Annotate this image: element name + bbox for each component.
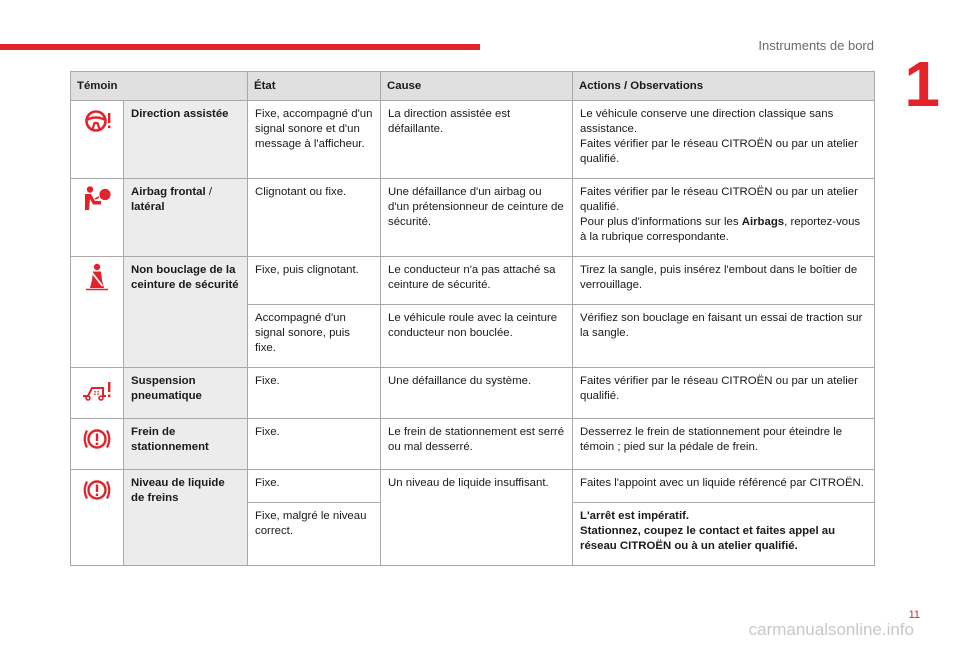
table-row bbox=[71, 257, 875, 305]
header-etat: État bbox=[248, 72, 381, 101]
row-etat: Fixe. bbox=[248, 470, 381, 503]
chapter-number: 1 bbox=[904, 48, 940, 120]
row-name: Frein de stationnement bbox=[124, 419, 248, 470]
table-row bbox=[71, 419, 875, 470]
table-row bbox=[71, 368, 875, 419]
warning-lights-table bbox=[70, 71, 875, 566]
row-name: Airbag frontal / latéral bbox=[124, 179, 248, 257]
row-name: Direction assistée bbox=[124, 101, 248, 179]
row-actions: Vérifiez son bouclage en faisant un essai de traction sur la sangle. bbox=[573, 305, 875, 368]
row-cause: Le véhicule roule avec la ceinture conducteur non bouclée. bbox=[381, 305, 573, 368]
row-etat: Accompagné d'un signal sonore, puis fixe. bbox=[248, 305, 381, 368]
table-row bbox=[71, 101, 875, 179]
row-cause: Un niveau de liquide insuffisant. bbox=[381, 470, 573, 566]
header-cause: Cause bbox=[381, 72, 573, 101]
row-name: Niveau de liquide de freins bbox=[124, 470, 248, 566]
row-actions: L'arrêt est impératif. Stationnez, coupez le contact et faites appel au réseau CITROËN ou à un atelier qualifié. bbox=[573, 503, 875, 566]
table-row bbox=[71, 470, 875, 503]
row-cause: Le conducteur n'a pas attaché sa ceinture de sécurité. bbox=[381, 257, 573, 305]
row-etat: Fixe, malgré le niveau correct. bbox=[248, 503, 381, 566]
row-cause: Une défaillance du système. bbox=[381, 368, 573, 419]
header-actions: Actions / Observations bbox=[573, 72, 875, 101]
row-etat: Clignotant ou fixe. bbox=[248, 179, 381, 257]
brake-fluid-warning-icon bbox=[81, 476, 113, 504]
air-suspension-warning-icon bbox=[81, 374, 113, 402]
row-actions: Le véhicule conserve une direction classique sans assistance. Faites vérifier par le réseau CITROËN ou par un atelier qualifié. bbox=[573, 101, 875, 179]
row-etat: Fixe, accompagné d'un signal sonore et d'un message à l'afficheur. bbox=[248, 101, 381, 179]
header-temoin: Témoin bbox=[71, 72, 248, 101]
row-etat: Fixe. bbox=[248, 368, 381, 419]
row-actions: Faites l'appoint avec un liquide référencé par CITROËN. bbox=[573, 470, 875, 503]
watermark: carmanualsonline.info bbox=[748, 620, 914, 639]
page-number: 11 bbox=[908, 609, 920, 621]
table-header-row bbox=[71, 72, 875, 101]
row-actions: Tirez la sangle, puis insérez l'embout dans le boîtier de verrouillage. bbox=[573, 257, 875, 305]
table-row bbox=[71, 179, 875, 257]
row-name: Non bouclage de la ceinture de sécurité bbox=[124, 257, 248, 368]
row-actions: Faites vérifier par le réseau CITROËN ou par un atelier qualifié. bbox=[573, 368, 875, 419]
section-title: Instruments de bord bbox=[758, 38, 874, 53]
parking-brake-warning-icon bbox=[81, 425, 113, 453]
row-cause: La direction assistée est défaillante. bbox=[381, 101, 573, 179]
row-etat: Fixe. bbox=[248, 419, 381, 470]
power-steering-warning-icon bbox=[81, 107, 113, 135]
top-accent-bar bbox=[0, 44, 480, 50]
row-name: Suspension pneumatique bbox=[124, 368, 248, 419]
row-etat: Fixe, puis clignotant. bbox=[248, 257, 381, 305]
airbags-link-text: Airbags bbox=[741, 216, 785, 228]
row-cause: Une défaillance d'un airbag ou d'un prétensionneur de ceinture de sécurité. bbox=[381, 179, 573, 257]
row-actions: Faites vérifier par le réseau CITROËN ou par un atelier qualifié. Pour plus d'informations sur les Airbags, reportez-vous à la rubrique correspondante. bbox=[573, 179, 875, 257]
airbag-warning-icon bbox=[81, 185, 113, 213]
row-actions: Desserrez le frein de stationnement pour éteindre le témoin ; pied sur la pédale de frein. bbox=[573, 419, 875, 470]
seatbelt-warning-icon bbox=[81, 263, 113, 291]
row-cause: Le frein de stationnement est serré ou mal desserré. bbox=[381, 419, 573, 470]
